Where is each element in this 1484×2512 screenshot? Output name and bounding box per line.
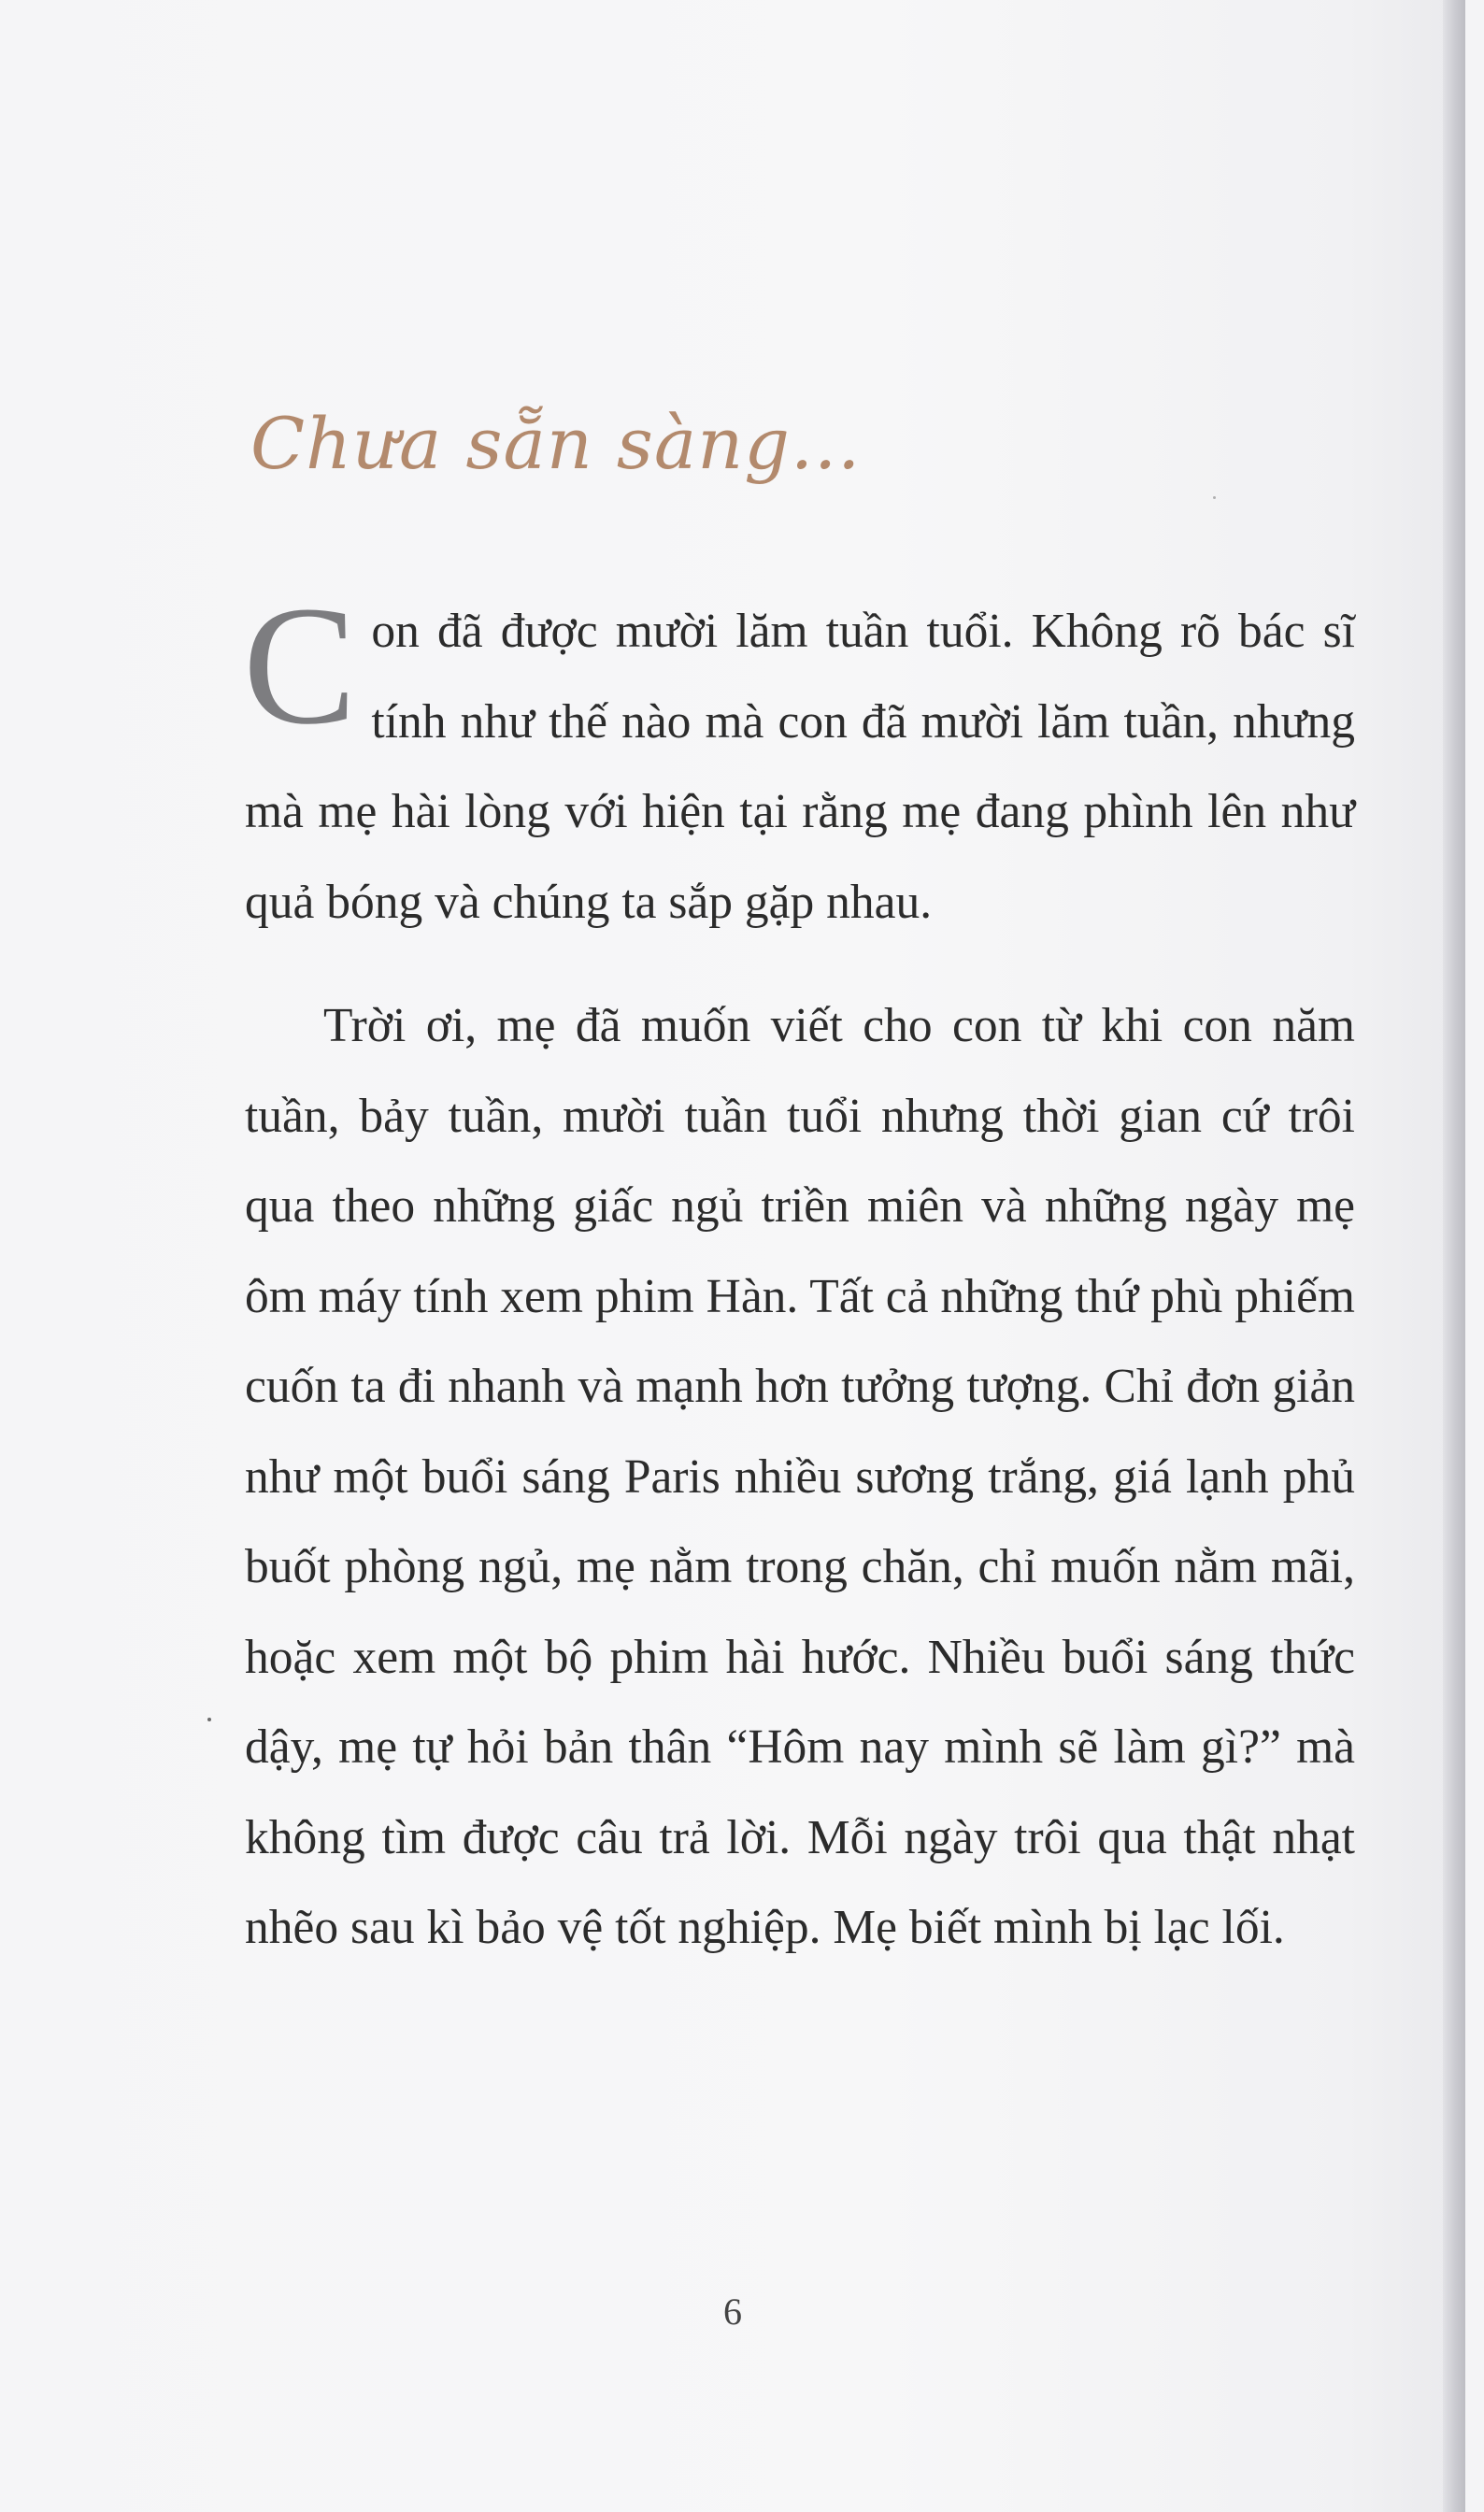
paragraph-first xyxy=(243,572,1355,948)
dust-mark xyxy=(1213,496,1216,499)
dust-mark xyxy=(207,1718,211,1721)
page-edge-shadow xyxy=(1443,0,1465,2512)
chapter-title: Chưa sẵn sàng... xyxy=(250,402,862,485)
paragraph-first-text: on đã được mười lăm tuần tuổi. Không rõ bác sĩ tính như thế nào mà con đã mười lăm tuần, nhưng mà mẹ hài lòng với hiện tại rằng mẹ đang phình lên như quả bóng và chúng ta sắp gặp nhau. xyxy=(245,605,1355,929)
body-text xyxy=(243,572,1355,1974)
drop-cap: C xyxy=(243,572,357,760)
paragraph-second: Trời ơi, mẹ đã muốn viết cho con từ khi con năm tuần, bảy tuần, mười tuần tuổi nhưng thời gian cứ trôi qua theo những giấc ngủ triền miên và những ngày mẹ ôm máy tính xem phim Hàn. Tất cả những thứ phù phiếm cuốn ta đi nhanh và mạnh hơn tưởng tượng. Chỉ đơn giản như một buổi sáng Paris nhiều sương trắng, giá lạnh phủ buốt phòng ngủ, mẹ nằm trong chăn, chỉ muốn nằm mãi, hoặc xem một bộ phim hài hước. Nhiều buổi sáng thức dậy, mẹ tự hỏi bản thân “Hôm nay mình sẽ làm gì?” mà không tìm được câu trả lời. Mỗi ngày trôi qua thật nhạt nhẽo sau kì bảo vệ tốt nghiệp. Mẹ biết mình bị lạc lối. xyxy=(245,999,1355,1954)
page-number: 6 xyxy=(723,2291,742,2333)
